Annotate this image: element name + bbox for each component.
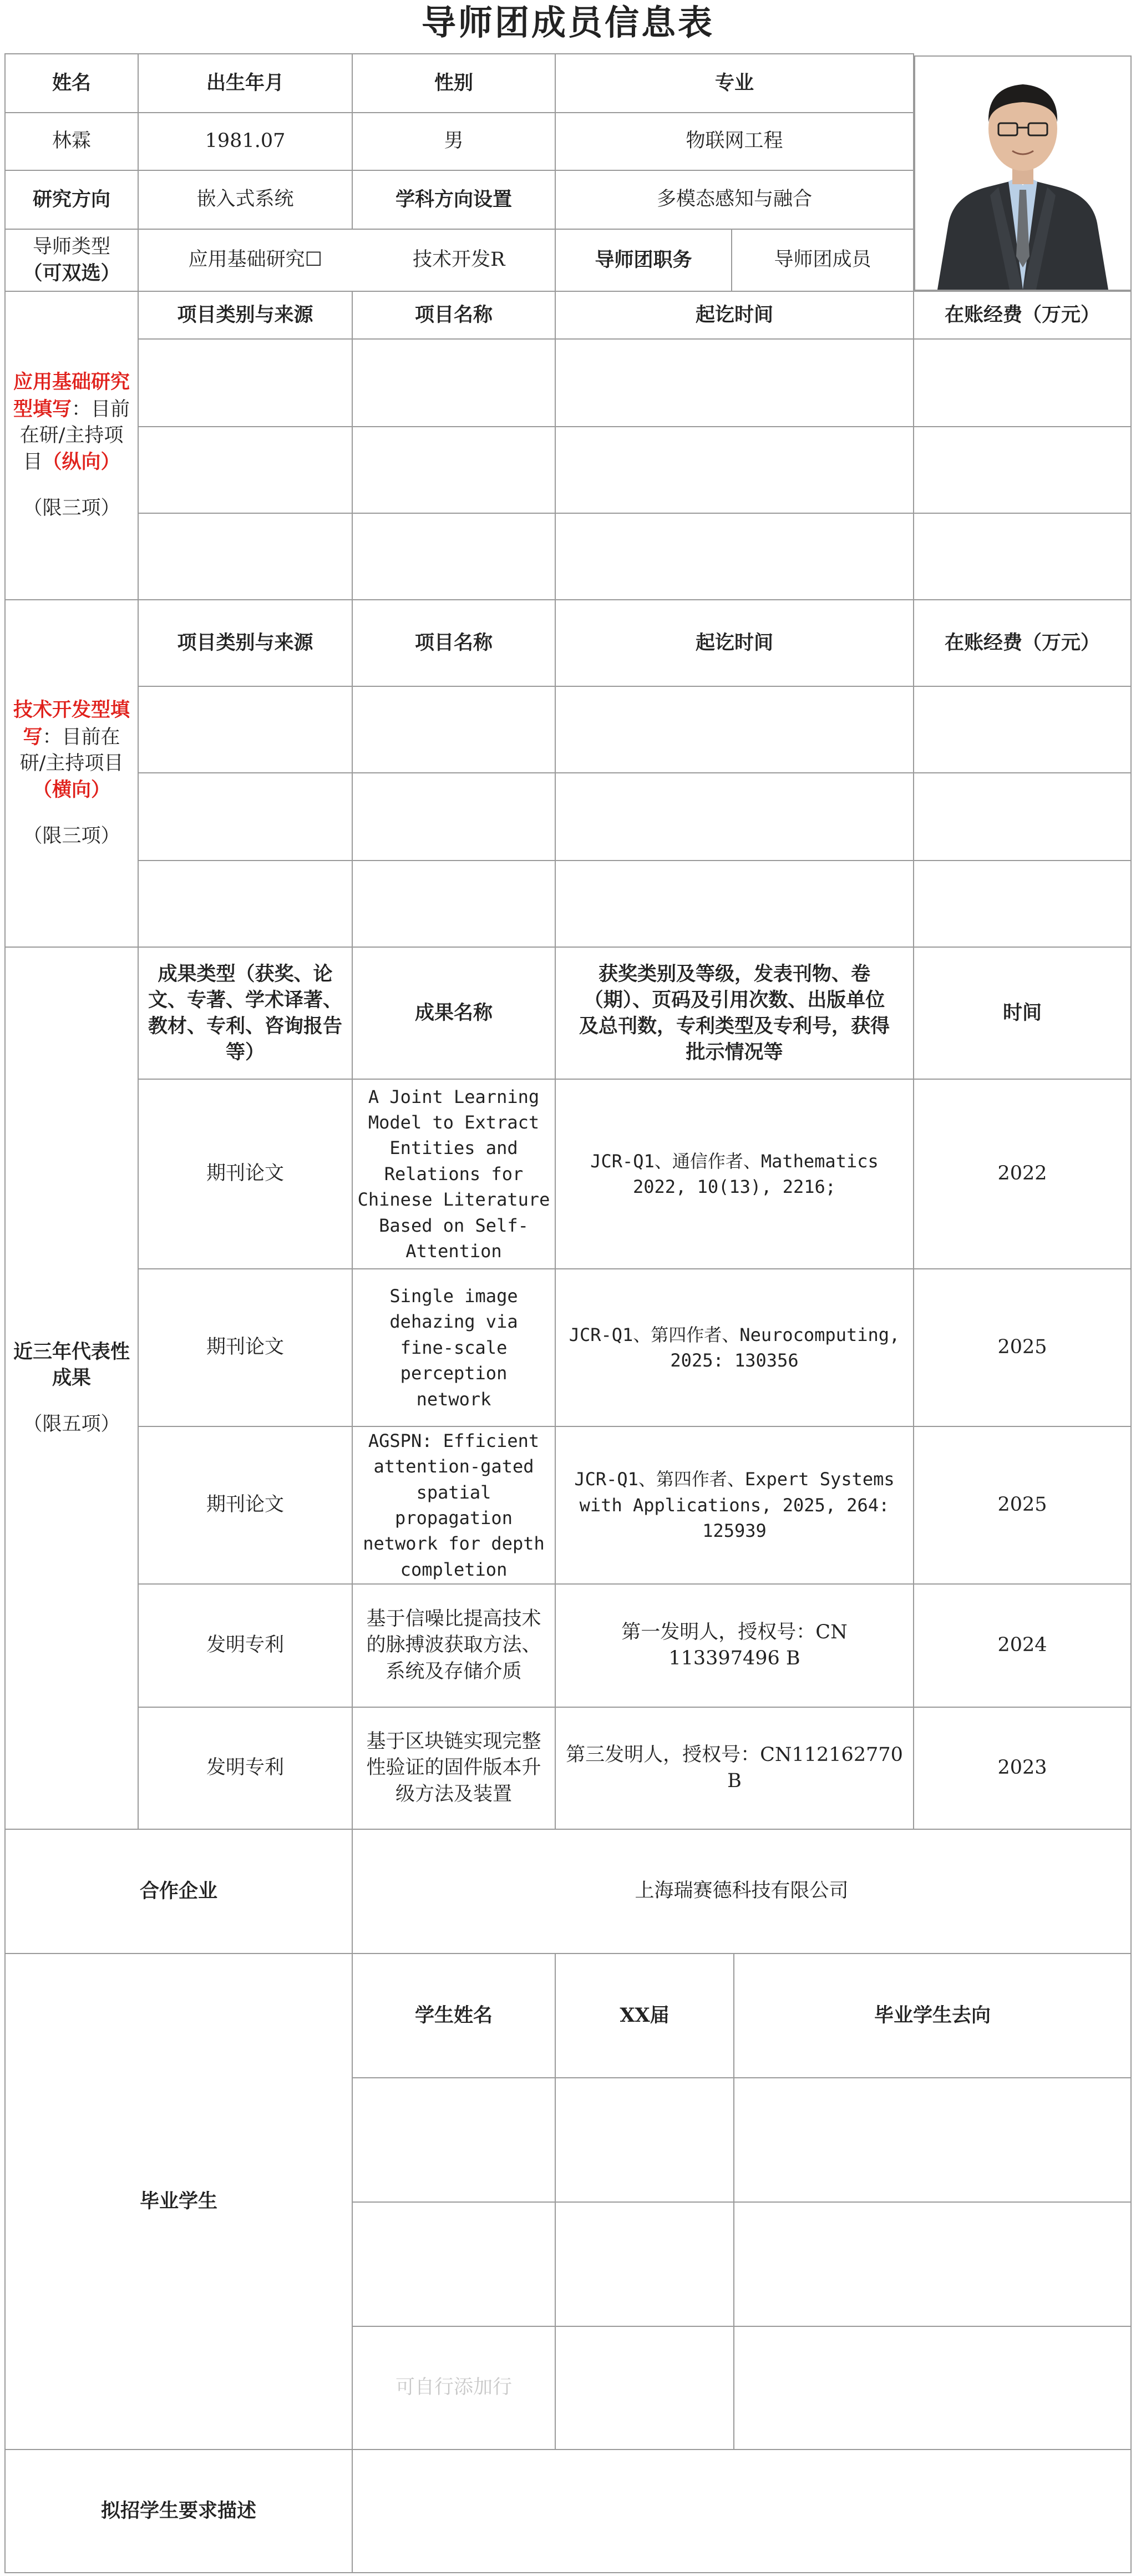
role-label: 导师团职务 [555, 229, 732, 292]
tech-row-3-period[interactable] [555, 860, 914, 948]
achievement-row-1-type: 期刊论文 [138, 1079, 353, 1269]
applied-row-2-period[interactable] [555, 426, 914, 514]
applied-header-category: 项目类别与来源 [138, 291, 353, 340]
major-label: 专业 [555, 53, 914, 113]
birth-label: 出生年月 [138, 53, 353, 113]
tech-row-3-funds[interactable] [913, 860, 1132, 948]
graduate-row-1-name[interactable] [352, 2077, 556, 2203]
graduate-row-2-name[interactable] [352, 2202, 556, 2327]
achievements-header-name: 成果名称 [352, 947, 556, 1080]
discipline-label: 学科方向设置 [352, 170, 556, 230]
achievement-row-1-detail: JCR-Q1、通信作者、Mathematics 2022, 10(13), 2216; [555, 1079, 914, 1269]
achievement-row-2-type: 期刊论文 [138, 1268, 353, 1427]
requirements-label: 拟招学生要求描述 [4, 2449, 353, 2573]
mentor-type-label-line2: （可双选） [23, 262, 120, 285]
requirements-value[interactable] [352, 2449, 1132, 2573]
mentor-type-options [138, 229, 556, 292]
achievements-header-type: 成果类型（获奖、论文、专著、学术译著、教材、专利、咨询报告等） [138, 947, 353, 1080]
company-value: 上海瑞赛德科技有限公司 [352, 1829, 1132, 1954]
achievement-row-1-name: A Joint Learning Model to Extract Entities and Relations for Chinese Literature Based on Self-Attention [352, 1079, 556, 1269]
tech-header-period: 起讫时间 [555, 599, 914, 687]
tech-section-label [4, 599, 139, 948]
graduates-label: 毕业学生 [4, 1953, 353, 2450]
achievement-row-3-name: AGSPN: Efficient attention-gated spatial propagation network for depth completion [352, 1426, 556, 1585]
graduate-row-2-class[interactable] [555, 2202, 734, 2327]
applied-row-3-name[interactable] [352, 513, 556, 600]
applied-section-label [4, 291, 139, 600]
achievement-row-3-type: 期刊论文 [138, 1426, 353, 1585]
portrait-photo-icon [915, 57, 1130, 290]
tech-row-1-period[interactable] [555, 686, 914, 773]
tech-row-2-category[interactable] [138, 772, 353, 861]
applied-row-3-period[interactable] [555, 513, 914, 600]
achievement-row-2-name: Single image dehazing via fine-scale perception network [352, 1268, 556, 1427]
gender-label: 性别 [352, 53, 556, 113]
tech-row-2-name[interactable] [352, 772, 556, 861]
applied-row-3-category[interactable] [138, 513, 353, 600]
achievements-section-title: 近三年代表性成果 [13, 1340, 130, 1390]
tech-header-category: 项目类别与来源 [138, 599, 353, 687]
applied-section-subtitle: 目前在研/主持项目 [19, 398, 130, 474]
applied-row-1-funds[interactable] [913, 338, 1132, 427]
tech-header-funds: 在账经费（万元） [913, 599, 1132, 687]
discipline-value: 多模态感知与融合 [555, 170, 914, 230]
tech-row-2-funds[interactable] [913, 772, 1132, 861]
achievement-row-4-detail: 第一发明人，授权号：CN 113397496 B [555, 1583, 914, 1708]
name-value: 林霖 [4, 112, 139, 171]
graduate-row-1-destination[interactable] [733, 2077, 1132, 2203]
achievement-row-3-time: 2025 [913, 1426, 1132, 1585]
applied-header-name: 项目名称 [352, 291, 556, 340]
research-label: 研究方向 [4, 170, 139, 230]
tech-section-limit: （限三项） [23, 825, 120, 848]
applied-section-colon: ： [71, 398, 91, 421]
birth-value: 1981.07 [138, 112, 353, 171]
applied-row-2-category[interactable] [138, 426, 353, 514]
achievements-section-label [4, 947, 139, 1830]
gender-value: 男 [352, 112, 556, 171]
applied-row-1-name[interactable] [352, 338, 556, 427]
tech-section-paren-close: ） [91, 778, 111, 802]
achievement-row-5-name: 基于区块链实现完整性验证的固件版本升级方法及装置 [352, 1707, 556, 1830]
mentor-type-label-line1: 导师类型 [32, 235, 110, 258]
applied-section-paren-close: ） [100, 451, 120, 474]
tech-row-1-category[interactable] [138, 686, 353, 773]
mentor-type-label [4, 229, 139, 292]
tech-section-title: 技术开发型填写 [13, 699, 130, 748]
graduates-header-name: 学生姓名 [352, 1953, 556, 2078]
graduate-row-3-class[interactable] [555, 2326, 734, 2450]
achievement-row-4-time: 2024 [913, 1583, 1132, 1708]
page-title: 导师团成员信息表 [421, 2, 714, 43]
achievement-row-4-name: 基于信噪比提高技术的脉搏波获取方法、系统及存储介质 [352, 1583, 556, 1708]
role-value: 导师团成员 [731, 229, 914, 292]
achievement-row-5-type: 发明专利 [138, 1707, 353, 1830]
company-label: 合作企业 [4, 1829, 353, 1954]
tech-row-2-period[interactable] [555, 772, 914, 861]
achievements-header-detail: 获奖类别及等级，发表刊物、卷（期）、页码及引用次数、出版单位及总刊数，专利类型及专利号，获得批示情况等 [555, 947, 914, 1080]
tech-header-name: 项目名称 [352, 599, 556, 687]
portrait-photo [914, 55, 1132, 291]
major-value: 物联网工程 [555, 112, 914, 171]
applied-row-1-category[interactable] [138, 338, 353, 427]
achievement-row-2-time: 2025 [913, 1268, 1132, 1427]
mentor-type-option-applied[interactable]: 应用基础研究☐ [188, 249, 322, 271]
graduate-row-3-destination[interactable] [733, 2326, 1132, 2450]
tech-row-3-name[interactable] [352, 860, 556, 948]
tech-row-1-name[interactable] [352, 686, 556, 773]
achievement-row-3-detail: JCR-Q1、第四作者、Expert Systems with Applications, 2025, 264: 125939 [555, 1426, 914, 1585]
graduate-row-2-destination[interactable] [733, 2202, 1132, 2327]
applied-section-paren-open: （ [42, 451, 62, 474]
achievement-row-2-detail: JCR-Q1、第四作者、Neurocomputing, 2025: 130356 [555, 1268, 914, 1427]
research-value: 嵌入式系统 [138, 170, 353, 230]
achievement-row-5-detail: 第三发明人，授权号：CN112162770 B [555, 1707, 914, 1830]
graduates-header-class: XX届 [555, 1953, 734, 2078]
applied-row-2-funds[interactable] [913, 426, 1132, 514]
graduates-header-destination: 毕业学生去向 [733, 1953, 1132, 2078]
applied-section-title: 应用基础研究型填写 [13, 371, 130, 421]
tech-row-1-funds[interactable] [913, 686, 1132, 773]
graduate-row-3-name[interactable]: 可自行添加行 [352, 2326, 556, 2450]
achievement-row-1-time: 2022 [913, 1079, 1132, 1269]
applied-row-3-funds[interactable] [913, 513, 1132, 600]
applied-row-1-period[interactable] [555, 338, 914, 427]
achievement-row-5-time: 2023 [913, 1707, 1132, 1830]
applied-header-funds: 在账经费（万元） [913, 291, 1132, 340]
applied-section-limit: （限三项） [23, 497, 120, 520]
applied-section-kind: 纵向 [62, 451, 101, 474]
achievement-row-4-type: 发明专利 [138, 1583, 353, 1708]
tech-row-3-category[interactable] [138, 860, 353, 948]
applied-row-2-name[interactable] [352, 426, 556, 514]
tech-section-subtitle: 目前在研/主持项目 [19, 726, 124, 775]
applied-header-period: 起讫时间 [555, 291, 914, 340]
mentor-type-option-tech[interactable]: 技术开发R [413, 249, 505, 271]
name-label: 姓名 [4, 53, 139, 113]
achievements-section-limit: （限五项） [23, 1413, 120, 1435]
graduate-row-1-class[interactable] [555, 2077, 734, 2203]
tech-section-paren-open: （ [32, 778, 52, 802]
achievements-header-time: 时间 [913, 947, 1132, 1080]
tech-section-kind: 横向 [52, 778, 91, 802]
tech-section-colon: ： [42, 726, 62, 748]
